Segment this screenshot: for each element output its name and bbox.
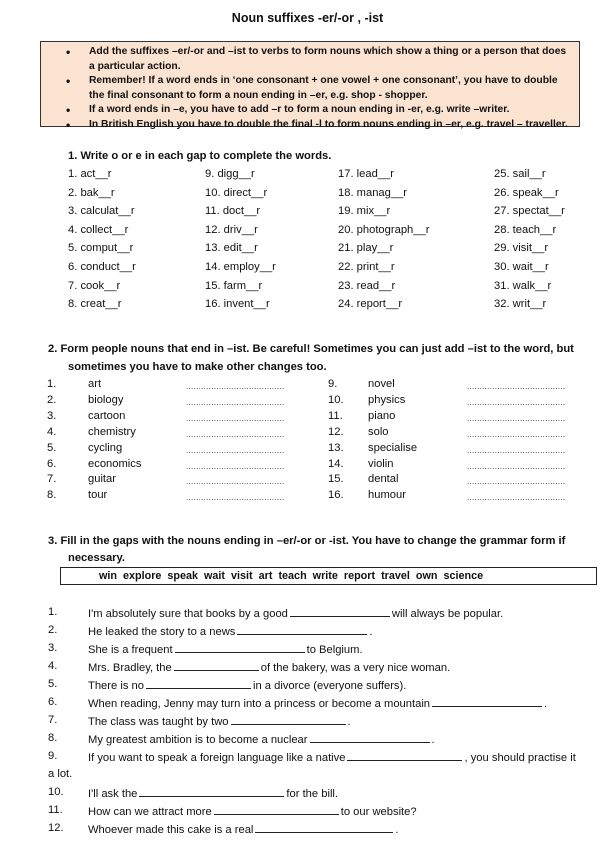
exercise-1-item[interactable]: 25. sail__r xyxy=(494,168,546,180)
page-title: Noun suffixes -er/-or , -ist xyxy=(231,11,384,25)
exercise-1-item[interactable]: 3. calculat__r xyxy=(68,205,135,218)
exercise-1-item[interactable]: 22. print__r xyxy=(338,261,395,273)
exercise-2-right-answer-dots[interactable]: ....................................... xyxy=(467,445,566,455)
exercise-2-left-answer-dots[interactable]: ....................................... xyxy=(186,493,285,503)
sentence-blank[interactable] xyxy=(174,660,259,671)
exercise-1-item[interactable]: 4. collect__r xyxy=(68,223,129,236)
word-bank-word: explore xyxy=(123,570,162,582)
sentence xyxy=(88,696,547,710)
word-bank-word: own xyxy=(415,570,438,582)
sentence-start: When reading, Jenny may turn into a princess or become a mountain xyxy=(88,698,431,710)
sentence-blank[interactable] xyxy=(237,624,367,635)
exercise-1-item[interactable]: 13. edit__r xyxy=(205,242,258,255)
exercise-2-left-answer-dots[interactable]: ....................................... xyxy=(186,397,285,407)
sentence xyxy=(88,732,435,746)
word-bank-word: win xyxy=(99,570,117,582)
rule-item: • If a word ends in –e, you have to add –r to form a noun ending in -er, e.g. write –writer. xyxy=(41,103,571,118)
sentence-number: 1. xyxy=(48,606,58,618)
exercise-3-heading: 3. Fill in the gaps with the nouns ending in –er/-or or -ist. You have to change the grammar form if xyxy=(48,535,566,547)
exercise-1-item[interactable]: 32. writ__r xyxy=(494,298,547,311)
exercise-1-item[interactable]: 1. act__r xyxy=(68,168,112,180)
sentence xyxy=(88,750,576,764)
exercise-2-left-number: 1. xyxy=(47,378,57,390)
exercise-1-heading: 1. Write o or e in each gap to complete the words. xyxy=(68,150,332,162)
exercise-1-item[interactable]: 12. driv__r xyxy=(205,223,258,236)
exercise-2-left-answer-dots[interactable]: ....................................... xyxy=(186,413,285,423)
exercise-2-right-word: humour xyxy=(368,489,406,502)
exercise-2-heading: 2. Form people nouns that end in –ist. Be careful! Sometimes you can just add –ist to the word, but xyxy=(48,343,574,355)
sentence-end: in a divorce (everyone suffers). xyxy=(252,680,407,692)
sentence-number: 4. xyxy=(48,660,58,672)
sentence-number: 12. xyxy=(48,822,64,834)
sentence-blank[interactable] xyxy=(175,642,305,653)
exercise-2-left-answer-dots[interactable]: ....................................... xyxy=(186,429,285,439)
exercise-2-right-number: 14. xyxy=(328,457,344,470)
sentence-blank[interactable] xyxy=(290,606,390,617)
sentence-start: I'll ask the xyxy=(88,788,138,800)
exercise-2-left-number: 8. xyxy=(47,489,57,502)
exercise-2-left-word: biology xyxy=(88,393,124,406)
exercise-1-item[interactable]: 8. creat__r xyxy=(68,298,122,311)
exercise-1-item[interactable]: 6. conduct__r xyxy=(68,261,136,273)
exercise-2-right-number: 9. xyxy=(328,378,338,390)
sentence-start: The class was taught by two xyxy=(88,716,229,728)
sentence-number: 2. xyxy=(48,624,58,636)
exercise-1-item[interactable]: 18. manag__r xyxy=(338,186,408,199)
exercise-2-right-answer-dots[interactable]: ....................................... xyxy=(467,461,566,471)
sentence xyxy=(88,822,399,836)
exercise-1-item[interactable]: 28. teach__r xyxy=(494,223,557,236)
word-bank-word: visit xyxy=(231,570,253,582)
exercise-2-right-word: novel xyxy=(368,378,395,390)
sentence-end: . xyxy=(369,626,373,638)
exercise-2-right-word: piano xyxy=(368,409,396,422)
exercise-3-heading-cont: necessary. xyxy=(68,552,126,564)
exercise-2-right-answer-dots[interactable]: ....................................... xyxy=(467,477,566,487)
exercise-1-item[interactable]: 26. speak__r xyxy=(494,186,559,199)
sentence-blank[interactable] xyxy=(146,678,251,689)
sentence-end: for the bill. xyxy=(286,788,339,800)
sentence-end: to our website? xyxy=(340,806,417,818)
word-bank xyxy=(60,567,597,585)
exercise-2-left-word: guitar xyxy=(88,473,116,486)
sentence-blank[interactable] xyxy=(347,750,462,761)
sentence-end: , you should practise it xyxy=(464,752,576,764)
sentence-blank[interactable] xyxy=(310,732,430,743)
exercise-2-right-number: 16. xyxy=(328,489,344,502)
exercise-1-item[interactable]: 5. comput__r xyxy=(68,242,134,255)
exercise-1-item[interactable]: 10. direct__r xyxy=(205,186,268,199)
sentence-end: . xyxy=(395,824,399,836)
exercise-1-item[interactable]: 19. mix__r xyxy=(338,205,391,218)
sentence-number: 10. xyxy=(48,786,64,798)
sentence xyxy=(88,786,338,800)
exercise-1-item[interactable]: 20. photograph__r xyxy=(338,223,430,236)
sentence-start: He leaked the story to a news xyxy=(88,626,236,638)
exercise-1-item[interactable]: 29. visit__r xyxy=(494,242,549,255)
exercise-2-right-answer-dots[interactable]: ....................................... xyxy=(467,413,566,423)
exercise-1-item[interactable]: 16. invent__r xyxy=(205,298,270,311)
exercise-2-right-word: physics xyxy=(368,393,406,406)
exercise-2-right-number: 12. xyxy=(328,425,344,438)
rule-item: • In British English you have to double the final -l to form nouns ending in –er, e.g. travel – traveller. xyxy=(41,118,571,133)
sentence-blank[interactable] xyxy=(139,786,284,797)
word-bank-word: write xyxy=(312,570,338,582)
exercise-2-right-word: violin xyxy=(368,457,394,470)
exercise-1-item[interactable]: 9. digg__r xyxy=(205,168,255,180)
exercise-1-item[interactable]: 14. employ__r xyxy=(205,261,276,273)
exercise-2-left-number: 7. xyxy=(47,473,57,486)
word-bank-word: art xyxy=(258,570,273,582)
exercise-2-left-answer-dots[interactable]: ....................................... xyxy=(186,382,285,391)
sentence-9-continuation: a lot. xyxy=(48,768,73,780)
sentence xyxy=(88,624,373,638)
word-bank-word: speak xyxy=(167,570,199,582)
sentence-start: How can we attract more xyxy=(88,806,212,818)
sentence-end: will always be popular. xyxy=(391,608,504,620)
sentence-number: 5. xyxy=(48,678,58,690)
exercise-2-left-number: 5. xyxy=(47,441,57,454)
sentence-number: 8. xyxy=(48,732,58,744)
rules-box xyxy=(40,41,580,130)
exercise-2-right-word: dental xyxy=(368,473,399,486)
word-bank-word: wait xyxy=(204,570,226,582)
sentence-start: My greatest ambition is to become a nuclear xyxy=(88,734,308,746)
sentence-start: She is a frequent xyxy=(88,644,173,656)
exercise-2-right-answer-dots[interactable]: ....................................... xyxy=(467,493,566,503)
exercise-2-right-answer-dots[interactable]: ....................................... xyxy=(467,382,566,391)
sentence-start: Whoever made this cake is a real xyxy=(88,824,254,836)
exercise-1-item[interactable]: 17. lead__r xyxy=(338,168,394,180)
exercise-2-right-number: 15. xyxy=(328,473,344,486)
word-bank-word: travel xyxy=(381,570,410,582)
exercise-2-left-answer-dots[interactable]: ....................................... xyxy=(186,461,285,471)
exercise-2-left-word: economics xyxy=(88,457,142,470)
word-bank-word: science xyxy=(443,570,484,582)
exercise-1-item[interactable]: 27. spectat__r xyxy=(494,205,565,218)
sentence-start: If you want to speak a foreign language like a native xyxy=(88,752,346,764)
sentence xyxy=(88,642,363,656)
sentence-number: 7. xyxy=(48,714,58,726)
sentence xyxy=(88,804,417,818)
sentence-end: . xyxy=(347,716,351,728)
rule-item: • Add the suffixes –er/-or and –ist to verbs to form nouns which show a thing or a person that does a particular action. xyxy=(41,45,571,74)
exercise-2-left-answer-dots[interactable]: ....................................... xyxy=(186,445,285,455)
exercise-1-item[interactable]: 31. walk__r xyxy=(494,279,552,292)
exercise-2-left-word: art xyxy=(88,378,102,390)
exercise-2-left-number: 6. xyxy=(47,457,57,470)
sentence-number: 9. xyxy=(48,750,58,762)
sentence-blank[interactable] xyxy=(432,696,542,707)
sentence-start: Mrs. Bradley, the xyxy=(88,662,172,674)
sentence-blank[interactable] xyxy=(214,804,339,815)
rule-item: • Remember! If a word ends in ‘one consonant + one vowel + one consonant’, you have to double the final consonant to form a noun ending in –er, e.g. shop - shopper. xyxy=(41,74,571,103)
exercise-2-left-number: 4. xyxy=(47,425,57,438)
sentence xyxy=(88,660,450,674)
exercise-1-item[interactable]: 7. cook__r xyxy=(68,279,121,292)
exercise-2-left-word: chemistry xyxy=(88,425,136,438)
exercise-2-left-word: tour xyxy=(88,489,108,502)
exercise-1-item[interactable]: 2. bak__r xyxy=(68,186,115,199)
sentence-end: . xyxy=(431,734,435,746)
exercise-2-heading-cont: sometimes you have to make other changes too. xyxy=(68,361,327,373)
exercise-1-item[interactable]: 30. wait__r xyxy=(494,261,549,273)
sentence-number: 3. xyxy=(48,642,58,654)
exercise-1-item[interactable]: 21. play__r xyxy=(338,242,394,255)
exercise-2-right-word: specialise xyxy=(368,441,418,454)
exercise-2-right-number: 13. xyxy=(328,441,344,454)
exercise-2-right-answer-dots[interactable]: ....................................... xyxy=(467,429,566,439)
sentence-end: . xyxy=(544,698,548,710)
sentence xyxy=(88,678,406,692)
sentence-blank[interactable] xyxy=(255,822,393,833)
exercise-2-left-word: cycling xyxy=(88,441,123,454)
exercise-1-item[interactable]: 15. farm__r xyxy=(205,279,263,292)
exercise-2-right-number: 11. xyxy=(328,409,343,422)
exercise-2-right-word: solo xyxy=(368,425,389,438)
sentence-end: to Belgium. xyxy=(306,644,363,656)
exercise-1-item[interactable]: 11. doct__r xyxy=(205,205,261,218)
sentence xyxy=(88,714,351,728)
exercise-2-right-answer-dots[interactable]: ....................................... xyxy=(467,397,566,407)
sentence xyxy=(88,606,503,620)
sentence-number: 11. xyxy=(48,804,63,816)
exercise-2-left-answer-dots[interactable]: ....................................... xyxy=(186,477,285,487)
exercise-1-item[interactable]: 23. read__r xyxy=(338,279,396,292)
word-bank-word: teach xyxy=(278,570,307,582)
exercise-2-left-word: cartoon xyxy=(88,409,126,422)
sentence-number: 6. xyxy=(48,696,58,708)
sentence-start: I'm absolutely sure that books by a good xyxy=(88,608,288,620)
exercise-2-right-number: 10. xyxy=(328,393,344,406)
exercise-2-left-number: 3. xyxy=(47,409,57,422)
exercise-2-left-number: 2. xyxy=(47,393,57,406)
sentence-blank[interactable] xyxy=(231,714,346,725)
exercise-1-item[interactable]: 24. report__r xyxy=(338,298,403,311)
sentence-end: of the bakery, was a very nice woman. xyxy=(260,662,451,674)
word-bank-word: report xyxy=(343,570,376,582)
sentence-start: There is no xyxy=(88,680,144,692)
